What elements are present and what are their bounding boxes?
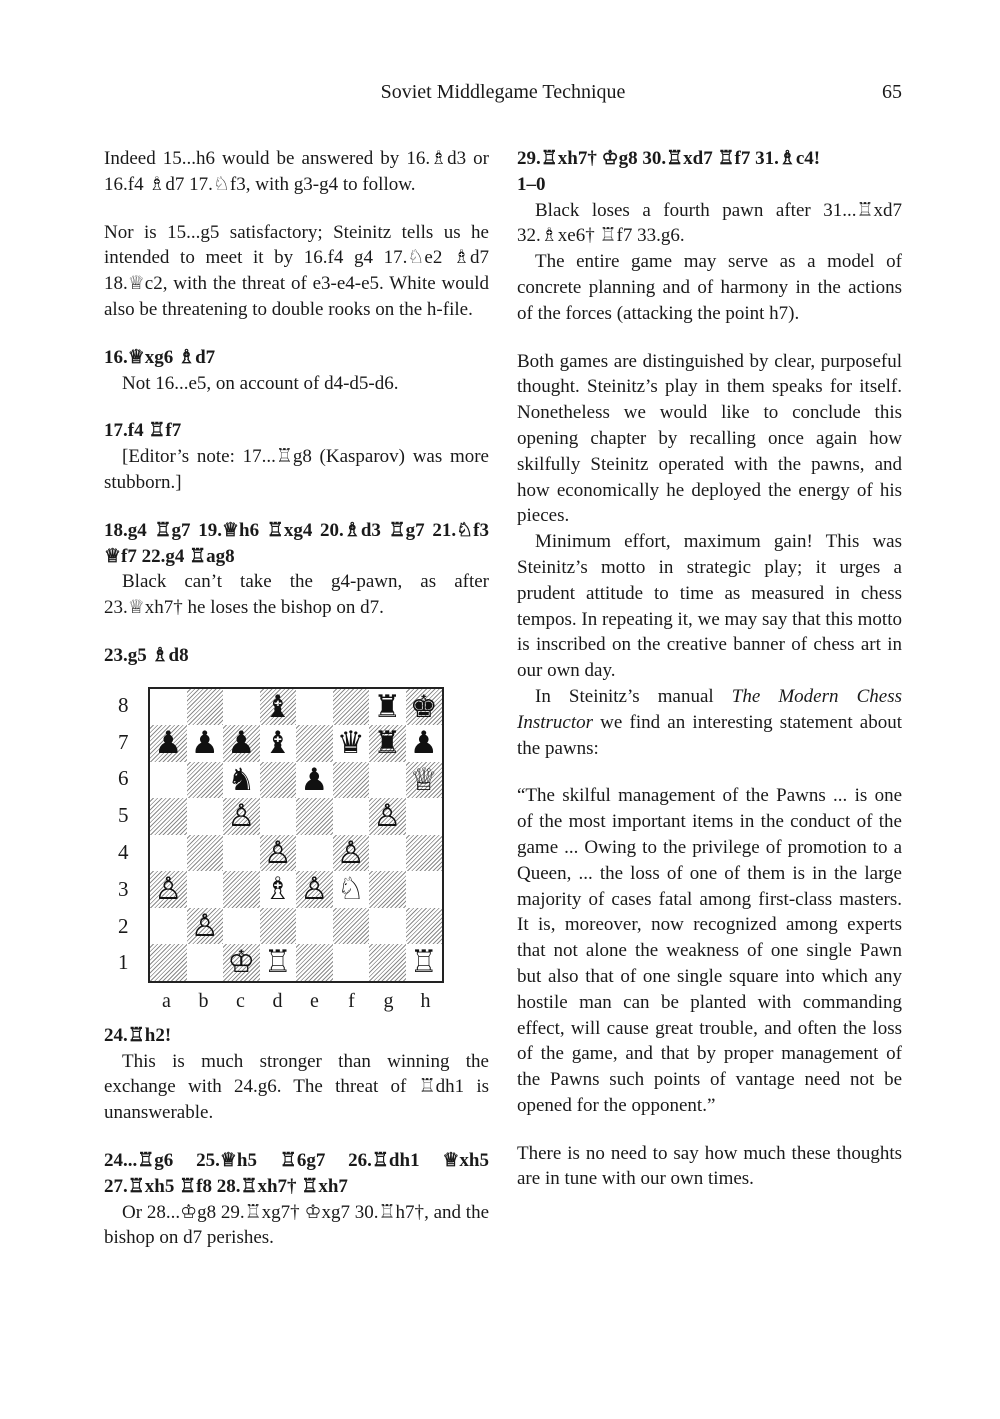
board-square xyxy=(187,725,224,762)
board-square xyxy=(187,689,224,726)
chess-piece-icon: ♟ xyxy=(227,725,256,761)
board-square xyxy=(150,725,187,762)
board-square xyxy=(333,725,370,762)
file-label: h xyxy=(420,989,431,1012)
file-label: d xyxy=(272,989,283,1012)
rank-label: 4 xyxy=(118,839,129,864)
chess-piece-icon: ♜ xyxy=(373,725,402,761)
quotation: “The skilful management of the Pawns ... is one of the most important items in the conduct of the game ... Owing to the privilege of promotion to a Queen, ... the loss of one of them is in the large majority of cases fatal among first-class masters. It is, moreover, now recognized among experts that not alone the weakness of one single Pawn but also that of one single square into which any hostile man can be planted with commanding effect, will cause great trouble, and often the loss of the game, and that by proper management of the Pawns such points of vantage need not be opened for the opponent.” xyxy=(517,785,902,1116)
file-label: a xyxy=(162,989,171,1012)
rank-label: 7 xyxy=(118,729,129,754)
board-square xyxy=(260,908,297,945)
chess-piece-icon: ♕ xyxy=(409,761,438,798)
chess-piece-icon: ♚ xyxy=(409,688,438,725)
move-line: 29.♖xh7† ♔g8 30.♖xd7 ♖f7 31.♗c4! xyxy=(517,148,821,169)
rank-label: 5 xyxy=(118,803,129,828)
chess-piece-icon: ♘ xyxy=(336,871,365,907)
board-square xyxy=(260,798,297,835)
board-square xyxy=(260,944,297,981)
board-square xyxy=(296,762,333,799)
board-square xyxy=(406,798,443,835)
running-title: Soviet Middlegame Technique xyxy=(380,81,626,103)
chess-piece-icon: ♙ xyxy=(300,871,329,907)
board-square xyxy=(150,871,187,908)
board-square xyxy=(296,725,333,762)
file-label: b xyxy=(198,989,209,1012)
commentary: Black can’t take the g4-pawn, as after 23.♕xh7† he loses the bishop on d7. xyxy=(104,571,489,619)
chess-piece-icon: ♛ xyxy=(336,725,365,761)
board-square xyxy=(406,908,443,945)
move-line: 16.♕xg6 ♗d7 xyxy=(104,346,216,368)
paragraph: Indeed 15...h6 would be answered by 16.♗d3 or 16.f4 ♗d7 17.♘f3, with g3-g4 to follow. xyxy=(104,148,489,195)
board-square xyxy=(223,871,260,908)
text-run: In Steinitz’s manual xyxy=(535,685,732,707)
board-square xyxy=(150,835,187,872)
board-square xyxy=(369,835,406,872)
board-square xyxy=(223,835,260,872)
chess-piece-icon: ♜ xyxy=(373,688,402,725)
chess-piece-icon: ♟ xyxy=(300,761,329,798)
paragraph: There is no need to say how much these thoughts are in tune with our own times. xyxy=(517,1142,902,1190)
board-square xyxy=(369,798,406,835)
chess-piece-icon: ♙ xyxy=(373,798,402,834)
commentary: [Editor’s note: 17...♖g8 (Kasparov) was more stubborn.] xyxy=(104,446,489,493)
chess-piece-icon: ♗ xyxy=(263,871,292,907)
file-label: c xyxy=(236,989,245,1012)
board-square xyxy=(369,762,406,799)
board-square xyxy=(406,725,443,762)
chess-piece-icon: ♟ xyxy=(190,725,219,761)
rank-labels xyxy=(118,687,144,981)
board-square xyxy=(369,689,406,726)
board-square xyxy=(333,798,370,835)
board-square xyxy=(406,944,443,981)
move-line: 24...♖g6 25.♕h5 ♖6g7 26.♖dh1 ♕xh5 27.♖xh5 ♖f8 28.♖xh7† ♖xh7 xyxy=(104,1149,489,1197)
board-square xyxy=(187,944,224,981)
board-square xyxy=(296,689,333,726)
board-square xyxy=(406,835,443,872)
board-square xyxy=(150,908,187,945)
paragraph: Minimum effort, maximum gain! This was Steinitz’s motto in strategic play; it urges a prudent attitude to time as measured in chess tempos. In repeating it, we may say that this motto is inscribed on the creative banner of chess art in our own day. xyxy=(517,531,902,682)
board-square xyxy=(406,762,443,799)
chess-piece-icon: ♟ xyxy=(409,725,438,761)
board-square xyxy=(333,871,370,908)
board-square xyxy=(333,689,370,726)
board-square xyxy=(187,798,224,835)
board-square xyxy=(333,762,370,799)
board-square xyxy=(150,689,187,726)
board-square xyxy=(260,762,297,799)
chess-piece-icon: ♙ xyxy=(336,834,365,871)
chess-piece-icon: ♟ xyxy=(154,725,183,761)
move-line: 17.f4 ♖f7 xyxy=(104,420,182,442)
chess-piece-icon: ♖ xyxy=(409,944,438,980)
paragraph xyxy=(517,684,902,761)
paragraph: Both games are distinguished by clear, purposeful thought. Steinitz’s play in them speaks for itself. Nonetheless we would like to conclude this opening chapter by recalling once again how skilfully Steinitz operated with the pawns, and how economically he deployed the energy of his pieces. xyxy=(517,350,902,527)
file-label: e xyxy=(310,989,319,1012)
board-square xyxy=(333,908,370,945)
board-square xyxy=(150,798,187,835)
page-header xyxy=(104,80,902,110)
chess-piece-icon: ♙ xyxy=(263,834,292,871)
commentary: Black loses a fourth pawn after 31...♖xd7 32.♗xe6† ♖f7 33.g6. xyxy=(517,199,902,247)
board-square xyxy=(150,762,187,799)
board-square xyxy=(223,908,260,945)
board-square xyxy=(260,835,297,872)
chess-piece-icon: ♔ xyxy=(227,944,256,980)
board-square xyxy=(406,871,443,908)
file-label: f xyxy=(348,989,355,1012)
board-square xyxy=(223,725,260,762)
commentary: The entire game may serve as a model of concrete planning and of harmony in the actions of the forces (attacking the point h7). xyxy=(517,251,902,324)
board-square xyxy=(406,689,443,726)
chess-piece-icon: ♙ xyxy=(227,798,256,834)
rank-label: 8 xyxy=(118,692,129,717)
chess-diagram xyxy=(104,683,489,1023)
board-square xyxy=(150,944,187,981)
board-square xyxy=(260,871,297,908)
board-square xyxy=(187,908,224,945)
board-square xyxy=(296,908,333,945)
chess-piece-icon: ♙ xyxy=(154,871,183,907)
board-square xyxy=(187,871,224,908)
board-square xyxy=(260,689,297,726)
move-line: 18.g4 ♖g7 19.♕h6 ♖xg4 20.♗d3 ♖g7 21.♘f3 ♕f7 22.g4 ♖ag8 xyxy=(104,519,489,567)
board-square xyxy=(369,725,406,762)
board-square xyxy=(187,762,224,799)
left-column xyxy=(104,146,489,1251)
rank-label: 6 xyxy=(118,766,129,791)
board-square xyxy=(296,871,333,908)
rank-label: 2 xyxy=(118,913,129,938)
chess-piece-icon: ♙ xyxy=(190,907,219,944)
board-square xyxy=(260,725,297,762)
move-line: 23.g5 ♗d8 xyxy=(104,644,189,666)
book-title: The Modern Chess Instructor xyxy=(517,685,902,733)
board-square xyxy=(223,798,260,835)
chessboard xyxy=(148,687,444,983)
board-square xyxy=(369,944,406,981)
chess-piece-icon: ♖ xyxy=(263,944,292,980)
text-run: we find an interesting statement about the pawns: xyxy=(517,711,902,759)
commentary: Or 28...♔g8 29.♖xg7† ♔xg7 30.♖h7†, and the bishop on d7 perishes. xyxy=(104,1201,489,1249)
board-square xyxy=(333,944,370,981)
commentary: This is much stronger than winning the exchange with 24.g6. The threat of ♖dh1 is unanswerable. xyxy=(104,1050,489,1124)
board-square xyxy=(223,944,260,981)
game-result: 1–0 xyxy=(517,173,546,195)
paragraph: Nor is 15...g5 satisfactory; Steinitz tells us he intended to meet it by 16.f4 g4 17.♘e2 ♗d7 18.♕c2, with the threat of e3-e4-e5. White would also be threatening to double rooks on the h-file. xyxy=(104,221,489,320)
board-square xyxy=(187,835,224,872)
board-square xyxy=(369,871,406,908)
chess-piece-icon: ♝ xyxy=(263,725,292,761)
board-square xyxy=(369,908,406,945)
board-square xyxy=(333,835,370,872)
board-square xyxy=(296,798,333,835)
page-number: 65 xyxy=(882,81,902,103)
right-column xyxy=(517,146,902,1192)
board-square xyxy=(223,689,260,726)
rank-label: 1 xyxy=(118,950,129,975)
file-labels xyxy=(148,989,444,1015)
chess-piece-icon: ♞ xyxy=(227,761,256,798)
file-label: g xyxy=(383,989,394,1012)
rank-label: 3 xyxy=(118,876,129,901)
move-line: 24.♖h2! xyxy=(104,1024,172,1046)
board-square xyxy=(296,944,333,981)
board-square xyxy=(223,762,260,799)
chess-piece-icon: ♝ xyxy=(263,688,292,725)
commentary: Not 16...e5, on account of d4-d5-d6. xyxy=(122,372,399,394)
board-square xyxy=(296,835,333,872)
